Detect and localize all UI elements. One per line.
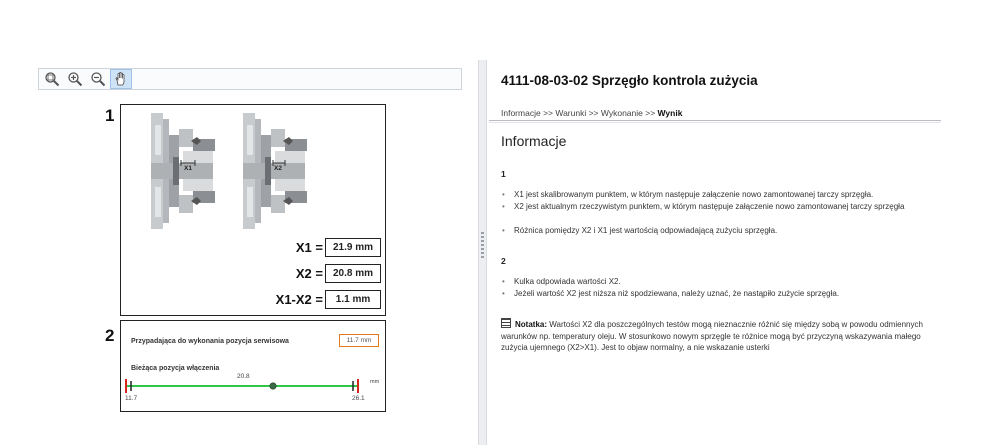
- zoom-fit-button[interactable]: [41, 69, 63, 89]
- engagement-position-gauge: [120, 320, 386, 412]
- note-label: Notatka:: [515, 320, 548, 329]
- breadcrumb-divider: [489, 120, 941, 121]
- zoom-in-button[interactable]: [64, 69, 86, 89]
- page-title: 4111-08-03-02 Sprzęgło kontrola zużycia: [501, 73, 758, 88]
- list-item: [513, 225, 933, 236]
- service-position-label: Przypadająca do wykonania pozycja serwisowa: [131, 338, 289, 345]
- zoom-out-button[interactable]: [87, 69, 109, 89]
- clutch-cross-section-illustration: [121, 105, 384, 237]
- breadcrumb-separator: >>: [588, 108, 601, 118]
- breadcrumb-item-informacje[interactable]: Informacje: [501, 108, 541, 118]
- breadcrumb-divider-shadow: [489, 122, 941, 123]
- marker-x2: X2: [274, 165, 282, 172]
- breadcrumb-separator: >>: [645, 108, 658, 118]
- x1-x2-label: X1-X2 =: [275, 292, 323, 307]
- zoom-out-icon: [90, 71, 106, 87]
- note-block: [501, 318, 941, 354]
- list-item: [513, 276, 933, 287]
- splitter-grip-icon[interactable]: [481, 232, 484, 260]
- clutch-measurement-diagram: [120, 104, 386, 316]
- breadcrumb-item-warunki[interactable]: Warunki: [555, 108, 587, 118]
- x2-label: X2 =: [295, 266, 323, 281]
- breadcrumb-item-current: Wynik: [657, 108, 683, 118]
- zoom-in-icon: [67, 71, 83, 87]
- x1-value: 21.9 mm: [325, 238, 381, 257]
- note-text: Wartości X2 dla poszczególnych testów mogą nieznacznie różnić się między sobą w powodu odmiennych warunków np. temperatury oleju. W stosunkowo nowym sprzęgle te różnice mogą być przyczyną wskazywania małego zużycia ujemnego (X2>X1). Jest to objaw normalny, a nie wskazanie usterki: [501, 320, 923, 352]
- list-item-text: • X1 jest skalibrowanym punktem, w którym następuje załączenie nowo zamontowanej tarczy sprzęgła.: [514, 190, 874, 199]
- x1-x2-value: 1.1 mm: [325, 290, 381, 309]
- scale-max-value: 26.1: [352, 395, 365, 402]
- service-position-value: 11.7 mm: [339, 334, 379, 347]
- step-number-2: 2: [501, 256, 506, 266]
- list-item: [513, 189, 933, 200]
- figure-panel: [0, 0, 470, 445]
- step-number-1: 1: [501, 169, 506, 179]
- marker-x1: X1: [184, 165, 192, 172]
- section-number-2: 2: [105, 326, 115, 345]
- scale-current-value: 20.8: [237, 373, 250, 380]
- image-toolbar: [38, 68, 462, 90]
- list-item-text: • Jeżeli wartość X2 jest niższa niż spodziewana, należy uznać, że nastąpiło zużycie sprzęgła.: [514, 289, 840, 298]
- breadcrumb-separator: >>: [543, 108, 556, 118]
- breadcrumb: [501, 108, 682, 118]
- section-number-1: 1: [105, 106, 115, 125]
- list-item-text: • Różnica pomiędzy X2 i X1 jest wartością odpowiadającą zużyciu sprzęgła.: [514, 226, 778, 235]
- list-item: [513, 201, 918, 212]
- list-item-text: • Kulka odpowiada wartości X2.: [514, 277, 621, 286]
- scale-min-value: 11.7: [125, 395, 138, 402]
- list-item-text: • X2 jest aktualnym rzeczywistym punktem, w którym następuje załączenie nowo zamontowanej tarczy sprzęgła: [514, 202, 905, 211]
- note-icon: [501, 318, 511, 328]
- breadcrumb-item-wykonanie[interactable]: Wykonanie: [600, 108, 643, 118]
- section-title: Informacje: [501, 133, 567, 149]
- pan-button[interactable]: [110, 69, 132, 89]
- scale-unit: mm: [370, 379, 380, 385]
- x1-label: X1 =: [295, 240, 323, 255]
- position-scale-bar: [121, 377, 384, 407]
- list-item: [513, 288, 933, 299]
- current-position-label: Bieżąca pozycja włączenia: [131, 365, 220, 372]
- pan-hand-icon: [113, 71, 129, 87]
- zoom-fit-icon: [44, 71, 60, 87]
- x2-value: 20.8 mm: [325, 264, 381, 283]
- document-panel: [489, 0, 1000, 445]
